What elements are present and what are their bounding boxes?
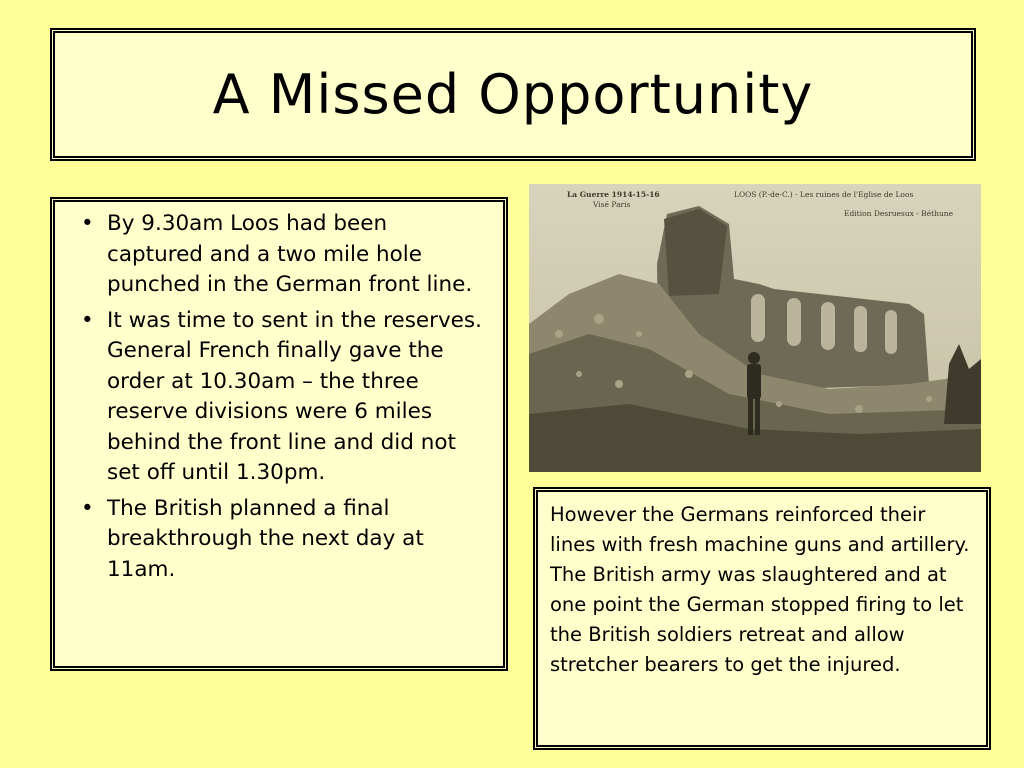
note-text: However the Germans reinforced their lines with fresh machine guns and artillery. The British army was slaughtered and at one point the German stopped firing to let the British soldiers retreat and allow stretcher bearers to get the injured. xyxy=(550,503,970,676)
church-ruins-photo xyxy=(529,184,981,472)
bullet-item xyxy=(81,494,489,586)
bullet-text: It was time to sent in the reserves. General French finally gave the order at 10.30am – the three reserve divisions were 6 miles behind the front line and did not set off until 1.30pm. xyxy=(107,307,482,485)
photo-caption: La Guerre 1914-15-16 xyxy=(567,190,660,199)
bullet-text: By 9.30am Loos had been captured and a two mile hole punched in the German front line. xyxy=(107,211,473,297)
note-box xyxy=(533,487,991,750)
bullet-text: The British planned a final breakthrough the next day at 11am. xyxy=(107,495,424,582)
photo-caption: Visé Paris xyxy=(593,200,631,209)
photo-caption: LOOS (P.-de-C.) - Les ruines de l'Eglise de Loos xyxy=(734,190,914,199)
bullet-icon: • xyxy=(81,211,94,236)
bullet-icon: • xyxy=(81,495,94,521)
bullet-icon: • xyxy=(81,307,94,333)
bullet-item xyxy=(81,209,489,301)
slide-title: A Missed Opportunity xyxy=(212,63,814,126)
photo-caption: Edition Desruesux - Béthune xyxy=(844,209,954,218)
bullet-list xyxy=(55,202,503,585)
title-box xyxy=(50,28,976,161)
bullet-item xyxy=(81,306,489,489)
bullet-list-box xyxy=(50,197,508,671)
ruins-image xyxy=(529,184,981,472)
